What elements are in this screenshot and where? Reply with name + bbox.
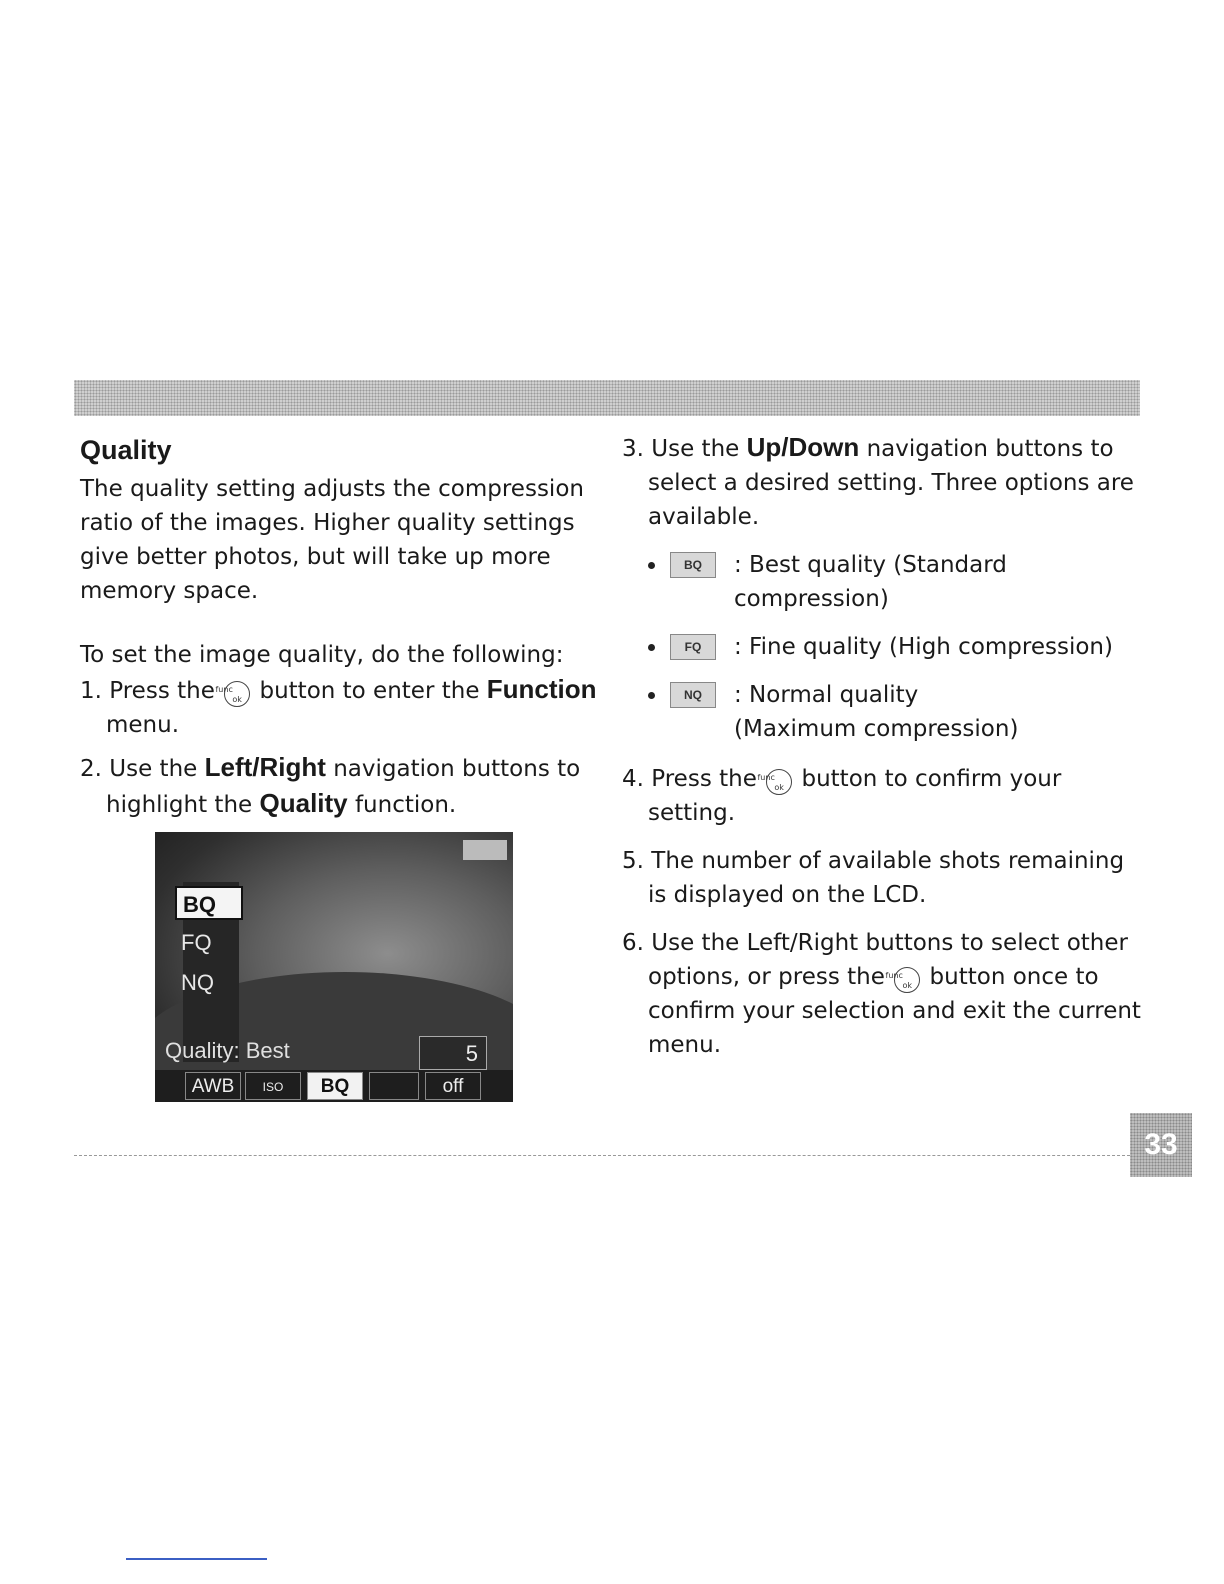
quality-options-list xyxy=(648,548,1142,746)
step-4: 4. Press the func ok button to confirm your setting. xyxy=(622,766,1062,826)
best-quality-icon: BQ xyxy=(670,552,716,578)
option-best: BQ : Best quality (Standard compression) xyxy=(648,548,1142,616)
lcd-bar-bq: BQ xyxy=(307,1072,363,1100)
step-6: 6. Use the Left/Right buttons to select other options, or press the func ok button once to confirm your selection and exit the current menu. xyxy=(622,930,1141,1058)
footer-divider xyxy=(74,1155,1130,1156)
lcd-bar-size xyxy=(369,1072,419,1100)
section-header-band xyxy=(74,380,1140,416)
section-title: Quality xyxy=(80,435,172,465)
option-fine: FQ : Fine quality (High compression) xyxy=(648,630,1142,664)
bullet-icon xyxy=(648,562,655,569)
left-column xyxy=(80,430,600,830)
lcd-bar-off: off xyxy=(425,1072,481,1100)
lcd-option-fq: FQ xyxy=(181,930,212,955)
fine-quality-icon: FQ xyxy=(670,634,716,660)
option-normal: NQ : Normal quality (Maximum compression) xyxy=(648,678,1142,746)
func-ok-icon: func ok xyxy=(224,681,250,707)
func-ok-icon: func ok xyxy=(766,769,792,795)
lcd-shot-count: 5 xyxy=(419,1036,487,1070)
lead-paragraph: To set the image quality, do the following: xyxy=(80,642,564,668)
bullet-icon xyxy=(648,692,655,699)
normal-quality-icon: NQ xyxy=(670,682,716,708)
page-number: 33 xyxy=(1130,1113,1192,1177)
lcd-option-nq: NQ xyxy=(181,970,214,995)
lcd-quality-label: Quality: Best xyxy=(165,1038,290,1063)
camera-lcd-screenshot xyxy=(155,832,513,1102)
lcd-badge xyxy=(463,840,507,860)
step-1: 1. Press the func ok button to enter the Function menu. xyxy=(80,674,597,738)
step-2: 2. Use the Left/Right navigation buttons to highlight the Quality function. xyxy=(80,752,581,818)
intro-paragraph: The quality setting adjusts the compression ratio of the images. Higher quality settings give better photos, but will take up more memory space. xyxy=(80,476,584,604)
step-5: 5. The number of available shots remaining is displayed on the LCD. xyxy=(622,848,1125,908)
step-3: 3. Use the Up/Down navigation buttons to select a desired setting. Three options are available. xyxy=(622,432,1134,530)
lcd-function-bar xyxy=(155,1070,513,1102)
right-column xyxy=(622,430,1142,1070)
bullet-icon xyxy=(648,644,655,651)
lcd-bar-iso: ISO xyxy=(245,1072,301,1100)
lcd-bar-awb: AWB xyxy=(185,1072,241,1100)
lcd-option-bq: BQ xyxy=(175,886,243,920)
bottom-rule xyxy=(126,1558,267,1560)
func-ok-icon: func ok xyxy=(894,967,920,993)
